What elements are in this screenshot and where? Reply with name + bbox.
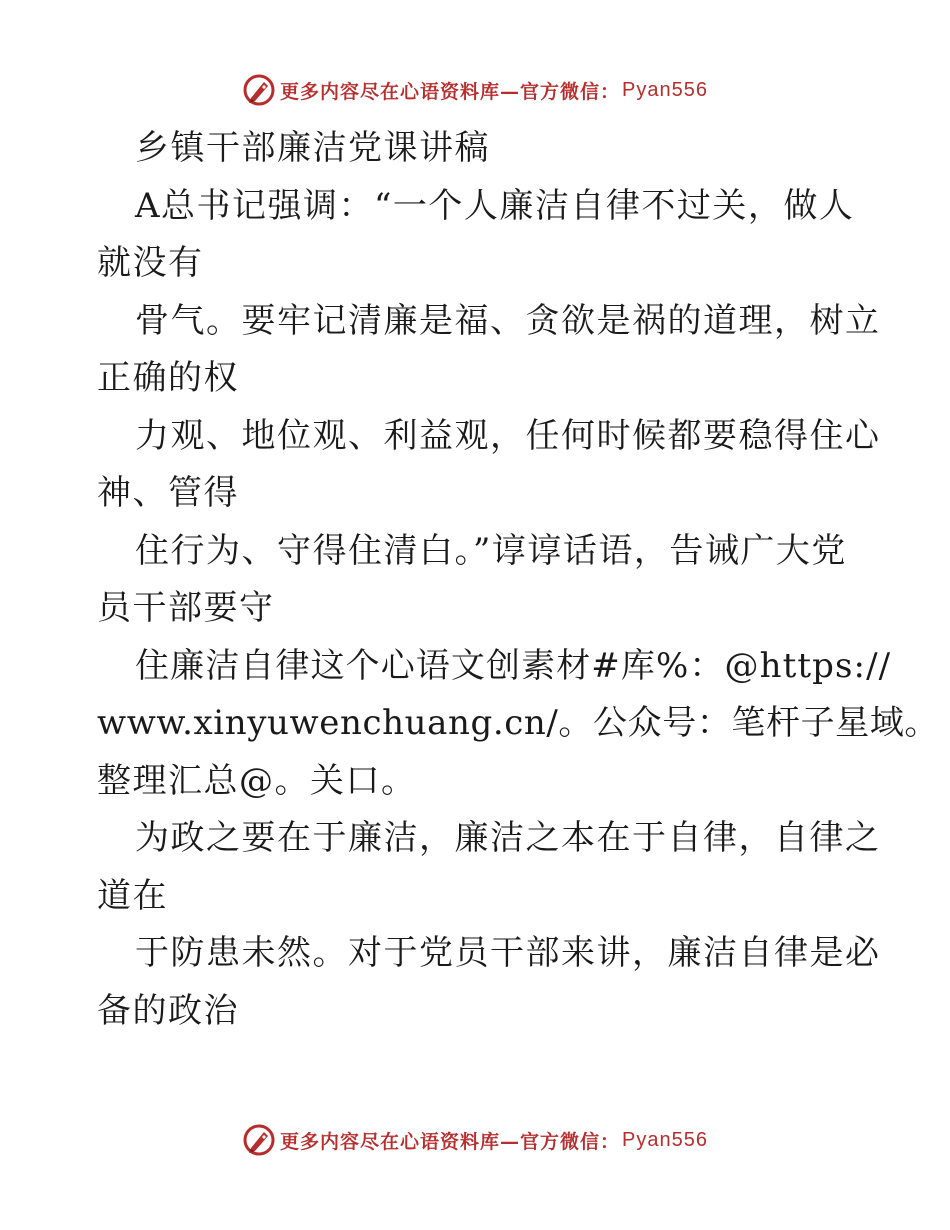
document-title: 乡镇干部廉洁党课讲稿 xyxy=(135,128,490,168)
document-body xyxy=(97,120,940,1040)
paragraph-line: 骨气。要牢记清廉是福、贪欲是祸的道理，树立 xyxy=(135,300,881,341)
header-banner xyxy=(0,70,950,110)
paragraph-line: 备的政治 xyxy=(97,990,239,1031)
paragraph-line: www.xinyuwenchuang.cn/。公众号：笔杆子星域。 xyxy=(97,703,940,743)
paragraph-line: 于防患未然。对于党员干部来讲，廉洁自律是必 xyxy=(135,933,881,973)
header-banner-text: 更多内容尽在心语资料库—官方微信： xyxy=(280,80,621,103)
paragraph-line: 为政之要在于廉洁，廉洁之本在于自律，自律之 xyxy=(135,818,881,858)
paragraph-line: 整理汇总@。关口。 xyxy=(97,760,417,801)
fountain-pen-seal-icon xyxy=(242,1123,276,1157)
paragraph-line: 员干部要守 xyxy=(97,588,275,628)
paragraph-line: 道在 xyxy=(97,875,168,916)
fountain-pen-seal-icon xyxy=(242,73,276,107)
footer-banner-text: 更多内容尽在心语资料库—官方微信： xyxy=(280,1130,621,1153)
paragraph-line: 正确的权 xyxy=(97,358,239,398)
paragraph-line: 力观、地位观、利益观，任何时候都要稳得住心 xyxy=(135,415,881,456)
paragraph-line: 就没有 xyxy=(97,243,204,283)
paragraph-line: 住廉洁自律这个心语文创素材#库%：@https:// xyxy=(135,645,892,686)
footer-banner xyxy=(0,1120,950,1160)
header-banner-account: Pyan556 xyxy=(622,78,708,101)
paragraph-line: 住行为、守得住清白。”谆谆话语，告诫广大党 xyxy=(135,530,847,571)
footer-banner-account: Pyan556 xyxy=(622,1128,708,1151)
paragraph-line: A总书记强调：“一个人廉洁自律不过关，做人 xyxy=(135,185,855,226)
paragraph-line: 神、管得 xyxy=(97,473,239,513)
